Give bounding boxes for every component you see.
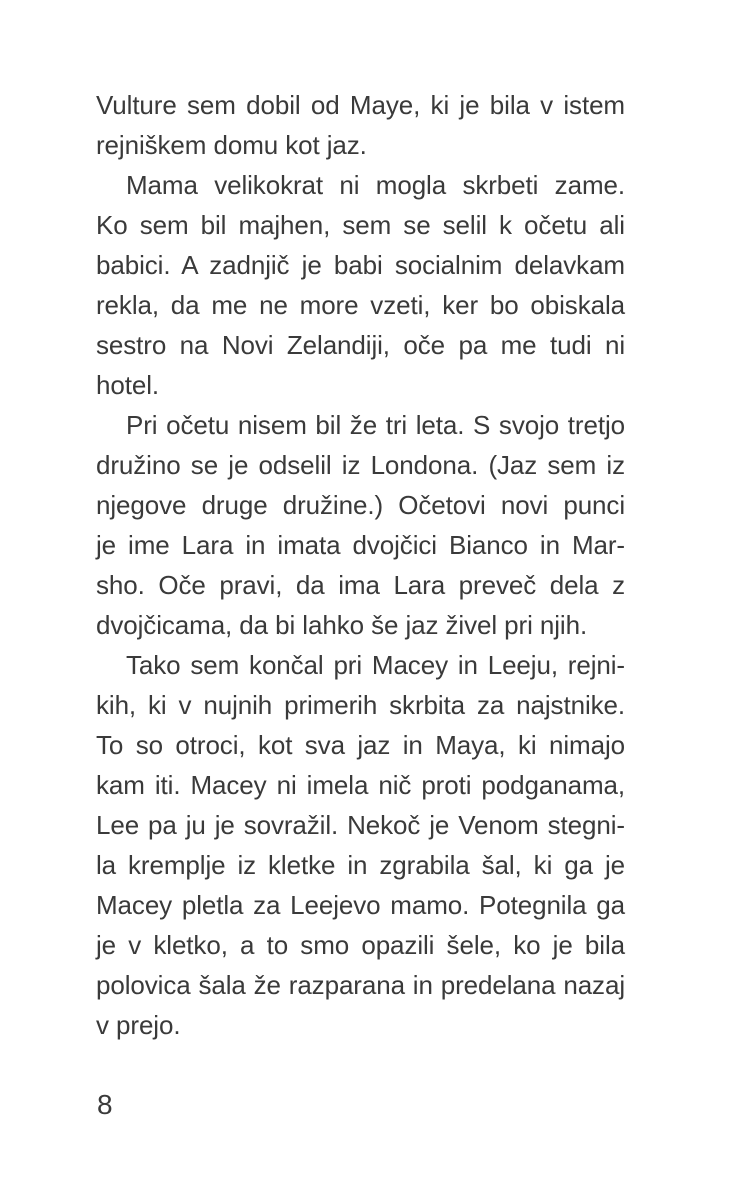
text-line: njegove druge družine.) Očetovi novi punci (96, 490, 625, 520)
text-line: hotel. (96, 370, 160, 400)
paragraph (96, 645, 625, 1045)
text-line: Mama velikokrat ni mogla skrbeti zame. (126, 170, 625, 200)
body-text (96, 85, 625, 1045)
text-line: je v kletko, a to smo opazili šele, ko je bila (96, 930, 625, 960)
text-line: sestro na Novi Zelandiji, oče pa me tudi ni (96, 330, 625, 360)
text-line: Ko sem bil majhen, sem se selil k očetu ali (96, 210, 625, 240)
text-line: la kremplje iz kletke in zgrabila šal, ki ga je (96, 850, 625, 880)
text-line: dvojčicama, da bi lahko še jaz živel pri njih. (96, 610, 588, 640)
text-line: babici. A zadnjič je babi socialnim delavkam (96, 250, 625, 280)
text-line: Tako sem končal pri Macey in Leeju, rejni- (126, 650, 625, 680)
text-line: rekla, da me ne more vzeti, ker bo obiskala (96, 290, 625, 320)
text-line: Lee pa ju je sovražil. Nekoč je Venom stegni- (96, 810, 625, 840)
text-line: v prejo. (96, 1010, 181, 1040)
text-line: To so otroci, kot sva jaz in Maya, ki nimajo (96, 730, 625, 760)
text-line: je ime Lara in imata dvojčici Bianco in Mar- (96, 530, 625, 560)
paragraph (96, 85, 625, 165)
text-line: polovica šala že razparana in predelana nazaj (96, 970, 625, 1000)
text-line: Macey pletla za Leejevo mamo. Potegnila ga (96, 890, 625, 920)
text-line: rejniškem domu kot jaz. (96, 130, 367, 160)
text-line: sho. Oče pravi, da ima Lara preveč dela z (96, 570, 625, 600)
text-line: kih, ki v nujnih primerih skrbita za najstnike. (96, 690, 625, 720)
text-line: kam iti. Macey ni imela nič proti podganama, (96, 770, 625, 800)
text-line: družino se je odselil iz Londona. (Jaz sem iz (96, 450, 625, 480)
text-line: Vulture sem dobil od Maye, ki je bila v istem (96, 90, 625, 120)
paragraph (96, 165, 625, 405)
text-line: Pri očetu nisem bil že tri leta. S svojo tretjo (126, 410, 625, 440)
page-number: 8 (97, 1089, 113, 1120)
paragraph (96, 405, 625, 645)
